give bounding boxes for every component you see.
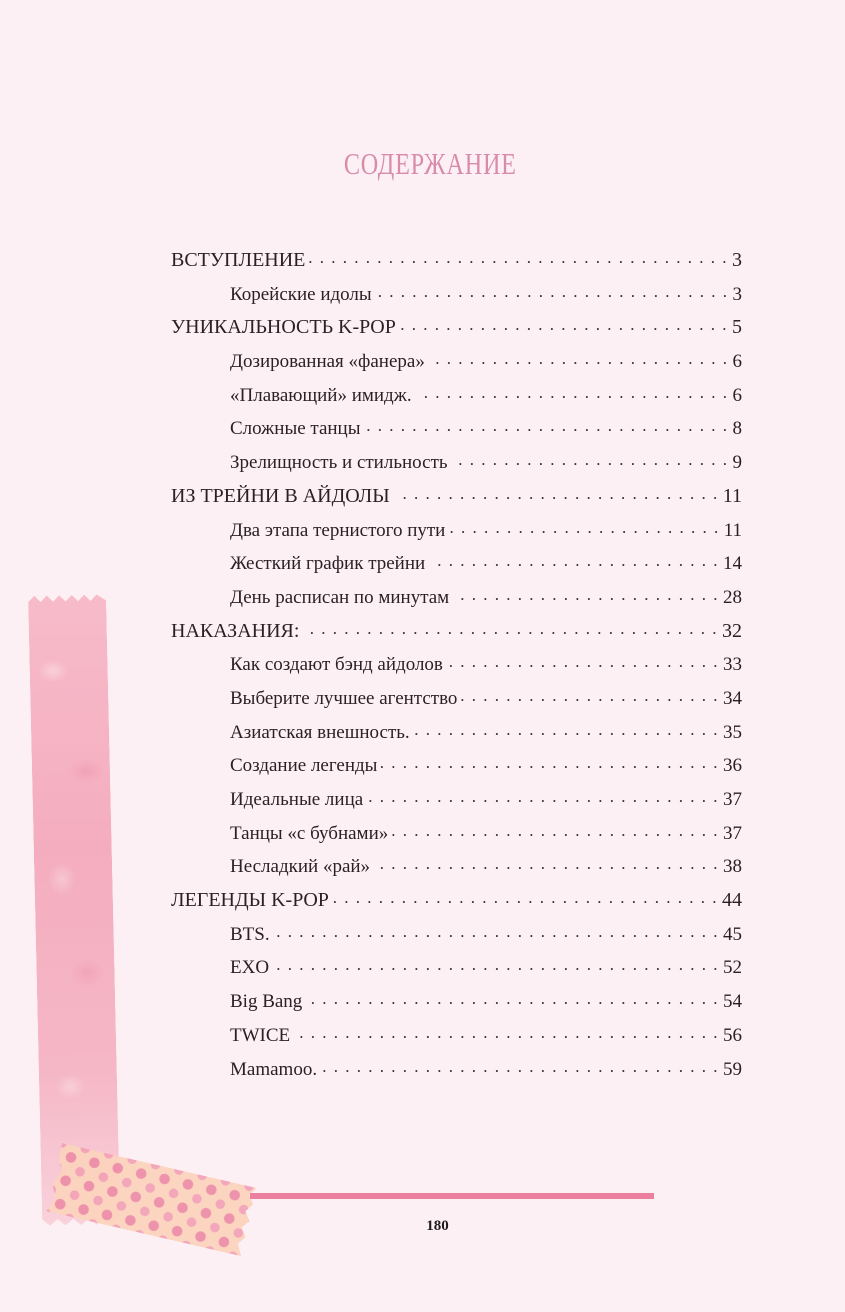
- toc-chapter[interactable]: [171, 244, 742, 278]
- toc-entry-label: ВСТУПЛЕНИЕ: [171, 249, 306, 271]
- toc-leader-dots: [365, 415, 729, 434]
- toc-section[interactable]: [171, 446, 742, 480]
- toc-leader-dots: [429, 348, 729, 367]
- toc-section[interactable]: [171, 716, 742, 750]
- toc-section[interactable]: [171, 345, 742, 379]
- toc-leader-dots: [306, 988, 719, 1007]
- toc-entry-page: 28: [723, 586, 742, 608]
- toc-entry-label: УНИКАЛЬНОСТЬ K-POP: [171, 316, 396, 339]
- toc-entry-page: 34: [723, 687, 742, 709]
- toc-entry-page: 11: [723, 519, 742, 541]
- toc-chapter[interactable]: [171, 480, 742, 514]
- toc-section[interactable]: [171, 682, 742, 716]
- toc-entry-label: Mamamoo.: [230, 1058, 318, 1080]
- toc-entry-page: 3: [732, 249, 742, 271]
- toc-entry-page: 59: [723, 1058, 742, 1080]
- toc-entry-page: 11: [722, 484, 742, 507]
- toc-entry-page: 32: [722, 619, 742, 642]
- toc-entry-label: «Плавающий» имидж.: [230, 384, 412, 406]
- toc-leader-dots: [429, 550, 719, 569]
- toc-entry-label: Идеальные лица: [230, 789, 364, 810]
- toc-entry-page: 35: [723, 721, 742, 743]
- toc-entry-label: TWICE: [230, 1024, 291, 1046]
- toc-entry-page: 38: [723, 856, 742, 878]
- toc-entry-label: Выберите лучшее агентство: [230, 687, 458, 709]
- footer-rule: [250, 1193, 654, 1199]
- toc-section[interactable]: [171, 918, 742, 952]
- toc-entry-page: 37: [723, 822, 742, 844]
- toc-leader-dots: [449, 517, 719, 536]
- toc-entry-page: 36: [723, 755, 742, 777]
- toc-leader-dots: [274, 921, 719, 940]
- toc-leader-dots: [333, 886, 718, 906]
- toc-leader-dots: [309, 246, 728, 266]
- toc-section[interactable]: [171, 951, 742, 985]
- toc-section[interactable]: [171, 379, 742, 413]
- toc-leader-dots: [381, 752, 719, 771]
- toc-section[interactable]: [171, 817, 742, 851]
- page-number: 180: [426, 1218, 449, 1234]
- decorative-polka-dot-tape: [46, 1143, 257, 1256]
- toc-entry-label: Два этапа тернистого пути: [230, 519, 446, 541]
- toc-entry-page: 52: [723, 957, 742, 979]
- decorative-pink-tape: [28, 594, 120, 1226]
- toc-entry-label: Big Bang: [230, 991, 303, 1013]
- toc-section[interactable]: [171, 514, 742, 548]
- toc-entry-label: НАКАЗАНИЯ:: [171, 619, 300, 642]
- toc-entry-page: 6: [732, 384, 742, 406]
- toc-leader-dots: [321, 1056, 719, 1075]
- page-title: СОДЕРЖАНИЕ: [343, 146, 517, 181]
- toc-entry-page: 45: [723, 923, 742, 945]
- toc-section[interactable]: [171, 1053, 742, 1087]
- toc-entry-page: 5: [732, 316, 742, 339]
- toc-entry-page: 14: [723, 553, 742, 575]
- toc-entry-label: Корейские идолы: [230, 283, 372, 305]
- toc-entry-label: Как создают бэнд айдолов: [230, 654, 443, 676]
- toc-leader-dots: [447, 651, 719, 670]
- toc-leader-dots: [273, 954, 719, 973]
- toc-entry-page: 56: [723, 1024, 742, 1046]
- toc-chapter[interactable]: [171, 311, 742, 345]
- toc-section[interactable]: [171, 850, 742, 884]
- toc-entry-page: 37: [723, 789, 742, 810]
- toc-section[interactable]: [171, 278, 742, 312]
- toc-leader-dots: [392, 820, 719, 839]
- toc-entry-label: День расписан по минутам: [230, 586, 450, 608]
- toc-leader-dots: [453, 584, 719, 603]
- toc-entry-page: 3: [732, 283, 742, 305]
- toc-leader-dots: [294, 1022, 719, 1041]
- toc-chapter[interactable]: [171, 884, 742, 918]
- toc-leader-dots: [414, 719, 719, 738]
- toc-entry-page: 44: [722, 889, 742, 912]
- toc-leader-dots: [376, 281, 729, 300]
- toc-entry-page: 8: [732, 418, 742, 440]
- toc-leader-dots: [374, 853, 719, 872]
- toc-entry-label: Сложные танцы: [230, 418, 361, 440]
- toc-section[interactable]: [171, 749, 742, 783]
- toc-entry-label: Танцы «с бубнами»: [230, 822, 389, 844]
- toc-section[interactable]: [171, 547, 742, 581]
- toc-section[interactable]: [171, 648, 742, 682]
- toc-entry-label: ИЗ ТРЕЙНИ В АЙДОЛЫ: [171, 484, 390, 507]
- toc-section[interactable]: [171, 783, 742, 817]
- toc-leader-dots: [394, 482, 719, 502]
- toc-entry-label: Зрелищность и стильность: [230, 452, 448, 474]
- toc-entry-page: 54: [723, 991, 742, 1013]
- toc-section[interactable]: [171, 985, 742, 1019]
- toc-entry-label: Несладкий «рай»: [230, 856, 371, 878]
- toc-entry-label: ЛЕГЕНДЫ K-POP: [171, 889, 329, 912]
- toc-section[interactable]: [171, 1019, 742, 1053]
- toc-section[interactable]: [171, 412, 742, 446]
- toc-entry-page: 33: [723, 654, 742, 676]
- toc-entry-page: 6: [732, 351, 742, 373]
- toc-entry-label: Азиатская внешность.: [230, 721, 410, 743]
- toc-leader-dots: [452, 449, 729, 468]
- toc-section[interactable]: [171, 581, 742, 615]
- toc-entry-label: Создание легенды: [230, 755, 378, 777]
- toc-leader-dots: [400, 313, 728, 333]
- toc-entry-page: 9: [732, 452, 742, 474]
- toc-leader-dots: [416, 382, 729, 401]
- toc-leader-dots: [461, 685, 719, 704]
- toc-chapter[interactable]: [171, 615, 742, 649]
- toc-entry-label: BTS.: [230, 923, 270, 945]
- toc-entry-label: EXO: [230, 957, 270, 979]
- toc-leader-dots: [367, 786, 719, 805]
- toc-entry-label: Дозированная «фанера»: [230, 351, 425, 373]
- toc-entry-label: Жесткий график трейни: [230, 553, 426, 575]
- table-of-contents: [171, 244, 742, 1086]
- toc-leader-dots: [303, 617, 718, 637]
